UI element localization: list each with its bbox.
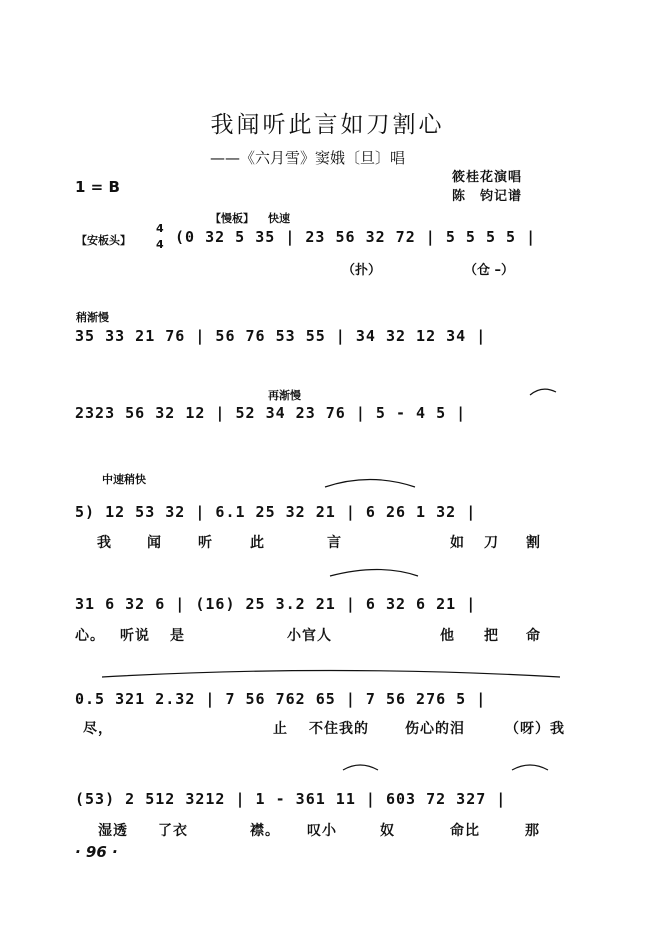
lyric-word: 此 [250,535,265,551]
tempo-mark-2: 稍渐慢 [76,311,109,324]
lyric-word: 心。 [75,628,105,644]
lyric-word: 听 [198,535,213,551]
notation-line-1: (0 32 5 35 | 23 56 32 72 | 5 5 5 5 | [175,228,537,246]
lyric-word: 命 [526,628,541,644]
notation-line-2: 35 33 21 76 | 56 76 53 55 | 34 32 12 34 | [75,327,487,345]
lyric-word: 不住我的 [309,721,369,737]
page-subtitle: ——《六月雪》窦娥〔旦〕唱 [210,149,406,167]
tempo-mark: 【慢板】 [210,212,254,225]
lyric-word: 襟。 [250,823,280,839]
lyric-word: 闻 [147,535,162,551]
lyric-word: 如 [450,535,465,551]
lyric-word: 湿透 [98,823,128,839]
percussion-pu: （扑） [342,263,382,278]
lyric-word: 是 [170,628,185,644]
lyric-word: 伤心的泪 [405,721,465,737]
notation-line-3: 2323 56 32 12 | 52 34 23 76 | 5 - 4 5 | [75,404,467,422]
lyric-word: 止 [273,721,288,737]
slur-mark [343,765,378,770]
lyric-word: 了衣 [158,823,188,839]
notation-line-7: (53) 2 512 3212 | 1 - 361 11 | 603 72 327 | [75,790,507,808]
lyric-word: 我 [97,535,112,551]
lyric-word: 割 [526,535,541,551]
lyric-word: 刀 [484,535,499,551]
page-title: 我闻听此言如刀割心 [210,112,445,138]
tempo-mark-3: 再渐慢 [268,389,301,402]
lyric-word: 言 [327,535,342,551]
lyric-word: 听说 [120,628,150,644]
lyric-word: 叹小 [307,823,337,839]
tempo-mark-4: 中速稍快 [102,473,146,486]
lyric-word: 奴 [380,823,395,839]
lyric-word: 尽， [83,721,113,737]
slur-mark [330,570,418,577]
slur-mark [512,765,548,770]
slur-mark [325,480,415,488]
slur-mark [102,671,560,678]
lyric-word: 那 [525,823,540,839]
lyric-word: 他 [440,628,455,644]
lyric-word: 小官人 [287,628,332,644]
key-signature: 1 = B [75,178,120,196]
lyric-word: 把 [484,628,499,644]
singer-credit: 筱桂花演唱 [452,170,523,185]
notation-line-6: 0.5 321 2.32 | 7 56 762 65 | 7 56 276 5 | [75,690,487,708]
lyric-word: 命比 [450,823,480,839]
time-signature-bottom: 4 [156,238,164,251]
time-signature-top: 4 [156,222,164,235]
percussion-cang: （仓 –） [464,263,515,278]
notation-line-4: 5) 12 53 32 | 6.1 25 32 21 | 6 26 1 32 | [75,503,477,521]
notator-credit: 陈 钧记谱 [452,189,523,204]
intro-label: 【安板头】 [76,234,131,247]
slur-mark [530,389,556,395]
page-number: · 96 · [75,843,118,861]
tempo-text: 快速 [268,212,290,225]
lyric-word: （呀）我 [505,721,565,737]
notation-line-5: 31 6 32 6 | (16) 25 3.2 21 | 6 32 6 21 | [75,595,477,613]
